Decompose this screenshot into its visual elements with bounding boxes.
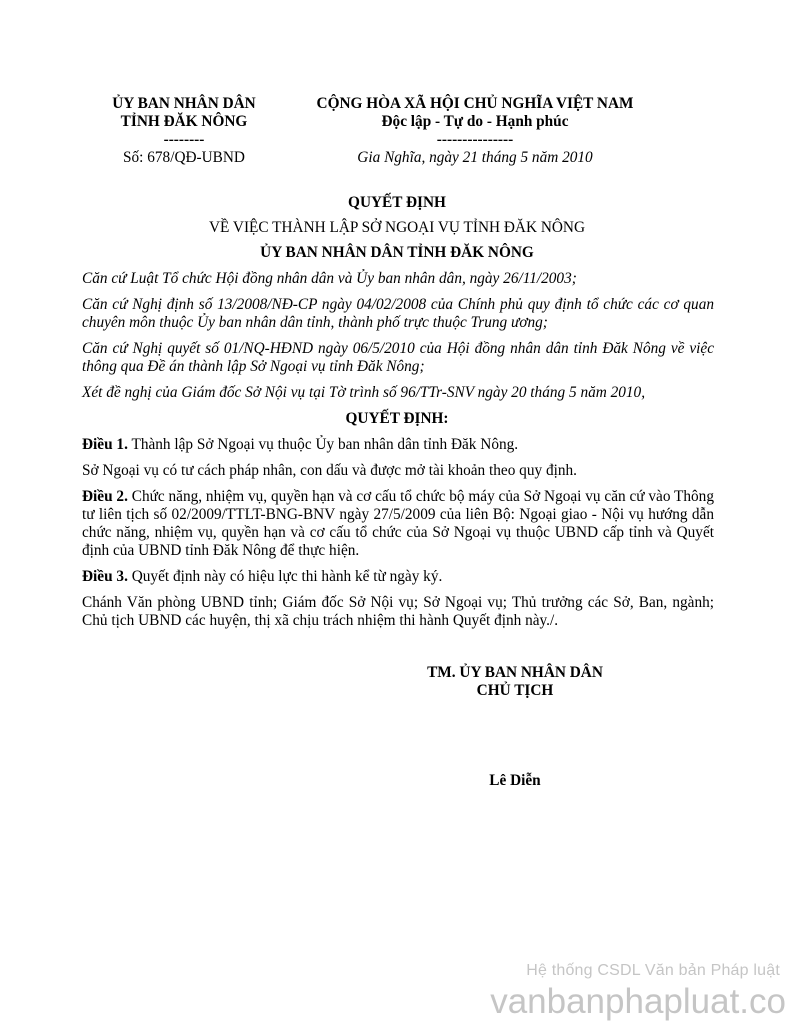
article-1	[82, 436, 714, 454]
issuer-line-2: TỈNH ĐĂK NÔNG	[120, 113, 248, 130]
article-2-text: Chức năng, nhiệm vụ, quyền hạn và cơ cấu tổ chức bộ máy của Sở Ngoại vụ căn cứ vào Thông tư liên tịch số 02/2009/TTLT-BNG-BNV ngày 27/5/2009 của liên Bộ: Ngoại giao - Nội vụ hướng dẫn chức năng, nhiệm vụ, quyền hạn và cơ cấu tổ chức của Sở Ngoại vụ thuộc UBND cấp tỉnh và Quyết định của UBND tỉnh Đăk Nông để thực hiện.	[82, 488, 714, 559]
issuer-separator: --------	[163, 131, 205, 148]
basis-3: Căn cứ Nghị quyết số 01/NQ-HĐND ngày 06/5/2010 của Hội đồng nhân dân tỉnh Đăk Nông về việc thông qua Đề án thành lập Sở Ngoại vụ tỉnh Đăk Nông;	[82, 340, 714, 375]
watermark-line-2: vanbanphapluat.co	[490, 982, 786, 1021]
signer-title: CHỦ TỊCH	[476, 682, 554, 699]
basis-1: Căn cứ Luật Tổ chức Hội đồng nhân dân và Ủy ban nhân dân, ngày 26/11/2003;	[82, 270, 577, 287]
article-3-text: Quyết định này có hiệu lực thi hành kể từ ngày ký.	[131, 568, 443, 585]
document-number: Số: 678/QĐ-UBND	[123, 149, 245, 166]
national-motto-2: Độc lập - Tự do - Hạnh phúc	[381, 113, 569, 130]
basis-4: Xét đề nghị của Giám đốc Sở Nội vụ tại Tờ trình số 96/TTr-SNV ngày 20 tháng 5 năm 2010,	[82, 384, 646, 401]
national-header	[290, 95, 660, 167]
article-2	[82, 488, 714, 560]
signer-name: Lê Diễn	[489, 772, 541, 789]
signer-org: TM. ỦY BAN NHÂN DÂN	[427, 664, 603, 681]
national-motto-1: CỘNG HÒA XÃ HỘI CHỦ NGHĨA VIỆT NAM	[316, 95, 634, 112]
article-2-label: Điều 2.	[82, 488, 128, 505]
implementation-clause: Chánh Văn phòng UBND tỉnh; Giám đốc Sở Nội vụ; Sở Ngoại vụ; Thủ trưởng các Sở, Ban, ngành; Chủ tịch UBND các huyện, thị xã chịu trách nhiệm thi hành Quyết định này./.	[82, 594, 714, 629]
decision-heading: QUYẾT ĐỊNH:	[345, 410, 449, 427]
issuer-line-1: ỦY BAN NHÂN DÂN	[112, 95, 256, 112]
place-date: Gia Nghĩa, ngày 21 tháng 5 năm 2010	[357, 149, 593, 166]
basis-2: Căn cứ Nghị định số 13/2008/NĐ-CP ngày 04/02/2008 của Chính phủ quy định tổ chức các cơ quan chuyên môn thuộc Ủy ban nhân dân tỉnh, thành phố trực thuộc Trung ương;	[82, 296, 714, 331]
watermark-line-1: Hệ thống CSDL Văn bản Pháp luật	[526, 962, 780, 979]
article-1-text: Thành lập Sở Ngoại vụ thuộc Ủy ban nhân dân tỉnh Đăk Nông.	[131, 436, 519, 453]
document-type: QUYẾT ĐỊNH	[348, 194, 446, 211]
article-1-extra: Sở Ngoại vụ có tư cách pháp nhân, con dấu và được mở tài khoản theo quy định.	[82, 462, 577, 479]
issuer-header	[96, 95, 272, 167]
article-1-label: Điều 1.	[82, 436, 128, 453]
article-3	[82, 568, 714, 586]
issuing-authority: ỦY BAN NHÂN DÂN TỈNH ĐĂK NÔNG	[260, 244, 534, 261]
national-separator: ---------------	[436, 131, 514, 148]
document-subject: VỀ VIỆC THÀNH LẬP SỞ NGOẠI VỤ TỈNH ĐĂK NÔNG	[208, 219, 586, 236]
article-3-label: Điều 3.	[82, 568, 128, 585]
